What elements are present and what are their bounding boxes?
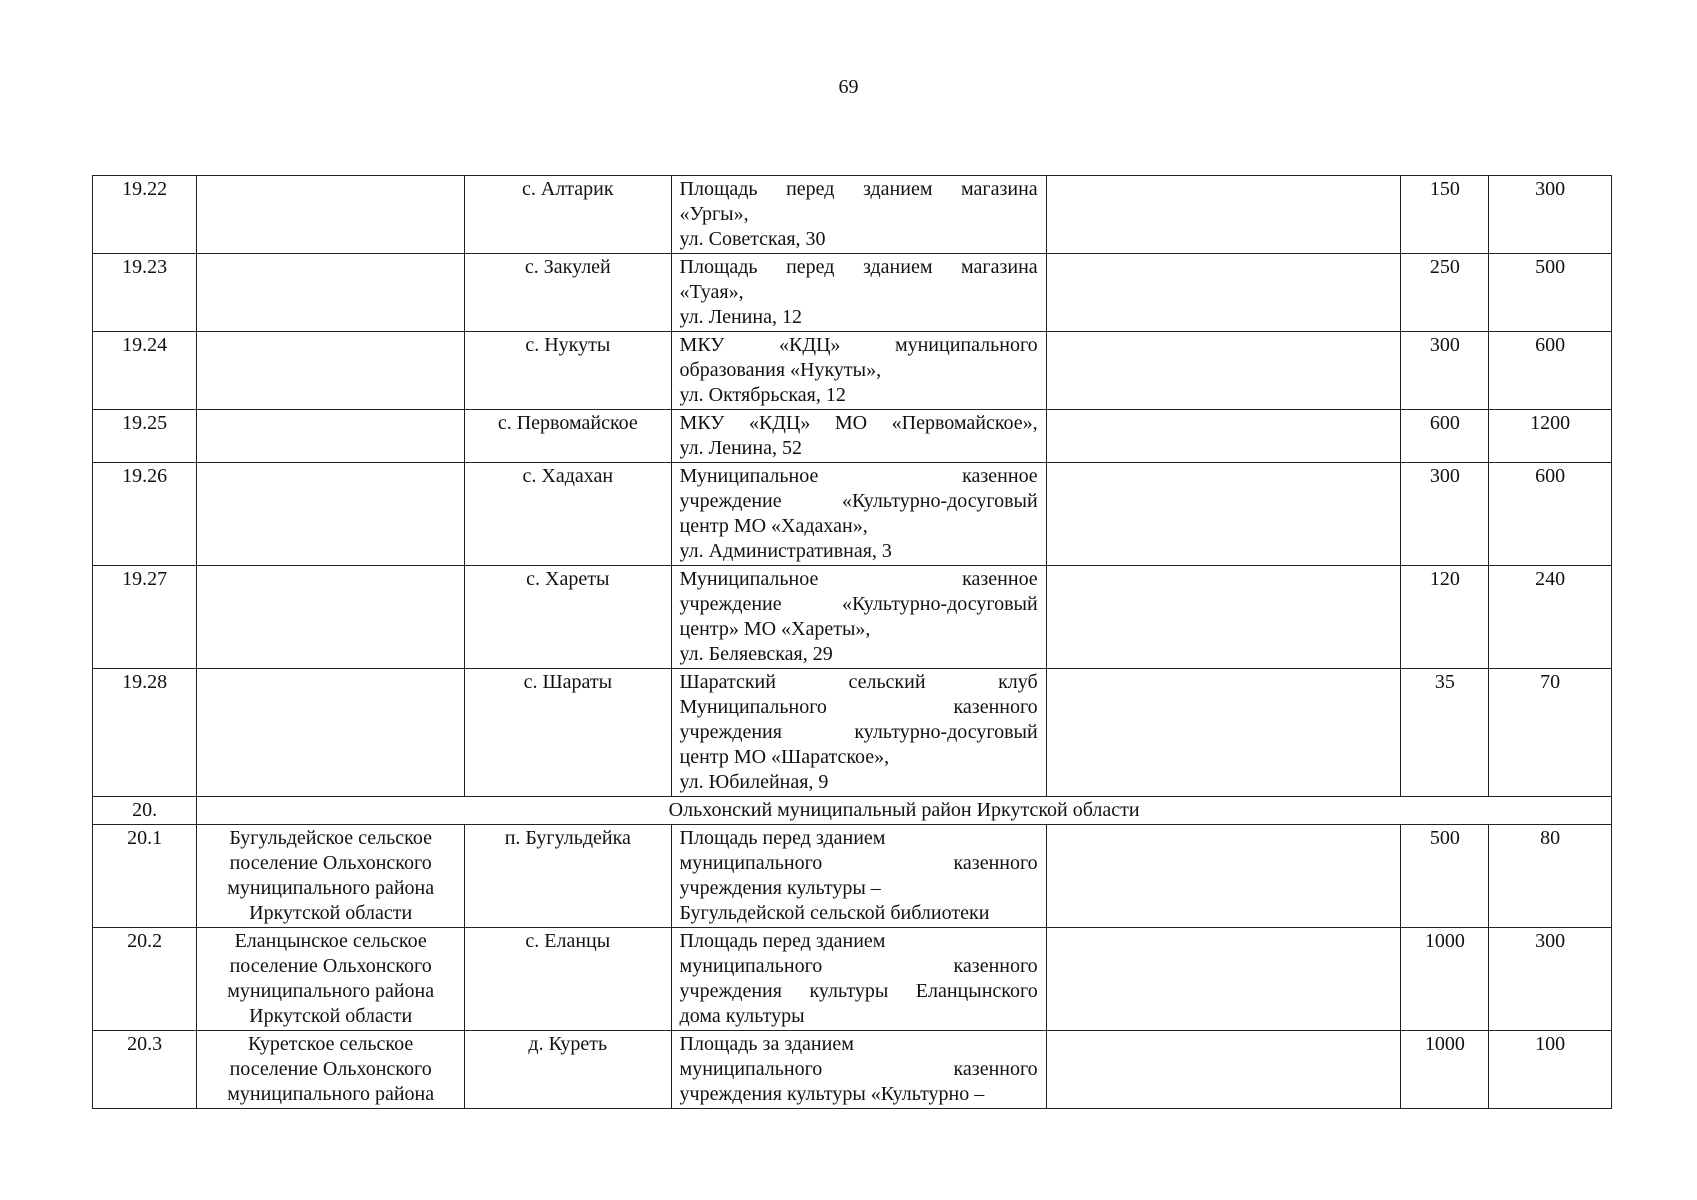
locality-cell: с. Хадахан <box>465 463 671 566</box>
address-cell <box>671 825 1046 928</box>
value-1-cell: 600 <box>1401 410 1489 463</box>
address-cell <box>671 254 1046 332</box>
value-1-cell: 35 <box>1401 669 1489 797</box>
value-1-cell: 500 <box>1401 825 1489 928</box>
locality-cell: с. Хареты <box>465 566 671 669</box>
address-line: Муниципальное казенное <box>679 568 1038 590</box>
row-number: 19.25 <box>93 410 197 463</box>
value-2-cell: 500 <box>1489 254 1612 332</box>
municipality-line: поселение Ольхонского <box>229 852 432 874</box>
locality-cell: с. Закулей <box>465 254 671 332</box>
municipality-cell <box>197 463 465 566</box>
value-1-cell: 1000 <box>1401 1031 1489 1109</box>
value-2-cell: 600 <box>1489 332 1612 410</box>
row-number: 19.27 <box>93 566 197 669</box>
value-2-cell: 300 <box>1489 176 1612 254</box>
address-cell <box>671 1031 1046 1109</box>
address-line: центр» МО «Хареты», <box>679 618 871 640</box>
municipality-cell <box>197 566 465 669</box>
address-line: центр МО «Шаратское», <box>679 746 890 768</box>
address-line: учреждение «Культурно-досуговый <box>679 490 1038 512</box>
table-row <box>93 410 1612 463</box>
address-line: ул. Советская, 30 <box>679 228 826 250</box>
empty-cell <box>1046 825 1401 928</box>
municipality-cell <box>197 669 465 797</box>
section-title: Ольхонский муниципальный район Иркутской области <box>197 797 1612 825</box>
empty-cell <box>1046 1031 1401 1109</box>
table-section-header <box>93 797 1612 825</box>
address-cell <box>671 928 1046 1031</box>
row-number: 19.22 <box>93 176 197 254</box>
address-line: «Ургы», <box>679 203 749 225</box>
registry-table <box>92 175 1612 1109</box>
address-line: ул. Административная, 3 <box>679 540 892 562</box>
empty-cell <box>1046 928 1401 1031</box>
locality-cell: с. Первомайское <box>465 410 671 463</box>
address-cell <box>671 566 1046 669</box>
table-row <box>93 463 1612 566</box>
address-line: МКУ «КДЦ» МО «Первомайское», <box>679 412 1038 434</box>
address-line: муниципального казенного <box>679 852 1038 874</box>
address-line: Муниципального казенного <box>679 696 1038 718</box>
address-cell <box>671 176 1046 254</box>
table-row <box>93 176 1612 254</box>
municipality-cell <box>197 410 465 463</box>
table-row <box>93 332 1612 410</box>
municipality-cell <box>197 254 465 332</box>
address-line: Площадь перед зданием <box>679 930 886 952</box>
section-number: 20. <box>93 797 197 825</box>
address-line: Площадь перед зданием магазина <box>679 178 1038 200</box>
locality-cell: д. Куреть <box>465 1031 671 1109</box>
value-2-cell: 600 <box>1489 463 1612 566</box>
municipality-line: муниципального района <box>227 877 435 899</box>
municipality-line: поселение Ольхонского <box>229 1058 432 1080</box>
municipality-cell <box>197 332 465 410</box>
table-row <box>93 1031 1612 1109</box>
municipality-line: Иркутской области <box>249 902 413 924</box>
address-line: Бугульдейской сельской библиотеки <box>679 902 990 924</box>
value-1-cell: 120 <box>1401 566 1489 669</box>
table-body-section-19 <box>93 176 1612 797</box>
address-line: муниципального казенного <box>679 1058 1038 1080</box>
municipality-line: Куретское сельское <box>248 1033 414 1055</box>
row-number: 20.3 <box>93 1031 197 1109</box>
address-line: муниципального казенного <box>679 955 1038 977</box>
empty-cell <box>1046 254 1401 332</box>
municipality-cell <box>197 928 465 1031</box>
municipality-line: Бугульдейское сельское <box>229 827 432 849</box>
address-line: ул. Юбилейная, 9 <box>679 771 829 793</box>
municipality-line: Еланцынское сельское <box>234 930 427 952</box>
empty-cell <box>1046 332 1401 410</box>
address-line: ул. Октябрьская, 12 <box>679 384 846 406</box>
value-2-cell: 240 <box>1489 566 1612 669</box>
table-row <box>93 928 1612 1031</box>
municipality-cell <box>197 176 465 254</box>
municipality-line: муниципального района <box>227 1083 435 1105</box>
address-line: учреждение «Культурно-досуговый <box>679 593 1038 615</box>
value-1-cell: 250 <box>1401 254 1489 332</box>
value-1-cell: 300 <box>1401 332 1489 410</box>
locality-cell: с. Нукуты <box>465 332 671 410</box>
empty-cell <box>1046 566 1401 669</box>
address-line: Площадь перед зданием магазина <box>679 256 1038 278</box>
address-cell <box>671 332 1046 410</box>
value-1-cell: 1000 <box>1401 928 1489 1031</box>
empty-cell <box>1046 669 1401 797</box>
municipality-cell <box>197 1031 465 1109</box>
value-1-cell: 300 <box>1401 463 1489 566</box>
table-row <box>93 566 1612 669</box>
address-line: ул. Беляевская, 29 <box>679 643 833 665</box>
municipality-cell <box>197 825 465 928</box>
row-number: 19.28 <box>93 669 197 797</box>
address-line: Муниципальное казенное <box>679 465 1038 487</box>
address-line: МКУ «КДЦ» муниципального <box>679 334 1038 356</box>
locality-cell: с. Алтарик <box>465 176 671 254</box>
row-number: 20.2 <box>93 928 197 1031</box>
address-line: «Туая», <box>679 281 744 303</box>
table-row <box>93 254 1612 332</box>
section-row <box>93 797 1612 825</box>
address-cell <box>671 669 1046 797</box>
table-body-section-20 <box>93 825 1612 1109</box>
table-row <box>93 669 1612 797</box>
page-number: 69 <box>838 76 859 98</box>
address-line: учреждения культуры Еланцынского <box>679 980 1038 1002</box>
row-number: 19.23 <box>93 254 197 332</box>
row-number: 20.1 <box>93 825 197 928</box>
address-line: дома культуры <box>679 1005 805 1027</box>
empty-cell <box>1046 410 1401 463</box>
address-cell <box>671 463 1046 566</box>
address-line: учреждения культуры «Культурно – <box>679 1083 985 1105</box>
municipality-line: Иркутской области <box>249 1005 413 1027</box>
value-2-cell: 1200 <box>1489 410 1612 463</box>
municipality-line: муниципального района <box>227 980 435 1002</box>
address-line: Шаратский сельский клуб <box>679 671 1038 693</box>
address-line: Площадь за зданием <box>679 1033 854 1055</box>
empty-cell <box>1046 176 1401 254</box>
address-cell <box>671 410 1046 463</box>
address-line: образования «Нукуты», <box>679 359 882 381</box>
row-number: 19.26 <box>93 463 197 566</box>
municipality-line: поселение Ольхонского <box>229 955 432 977</box>
row-number: 19.24 <box>93 332 197 410</box>
address-line: Площадь перед зданием <box>679 827 886 849</box>
address-line: ул. Ленина, 12 <box>679 306 802 328</box>
value-1-cell: 150 <box>1401 176 1489 254</box>
locality-cell: с. Шараты <box>465 669 671 797</box>
address-line: центр МО «Хадахан», <box>679 515 868 537</box>
locality-cell: п. Бугульдейка <box>465 825 671 928</box>
value-2-cell: 70 <box>1489 669 1612 797</box>
locality-cell: с. Еланцы <box>465 928 671 1031</box>
value-2-cell: 100 <box>1489 1031 1612 1109</box>
empty-cell <box>1046 463 1401 566</box>
value-2-cell: 80 <box>1489 825 1612 928</box>
address-line: ул. Ленина, 52 <box>679 437 802 459</box>
table-row <box>93 825 1612 928</box>
value-2-cell: 300 <box>1489 928 1612 1031</box>
address-line: учреждения культурно-досуговый <box>679 721 1038 743</box>
address-line: учреждения культуры – <box>679 877 881 899</box>
